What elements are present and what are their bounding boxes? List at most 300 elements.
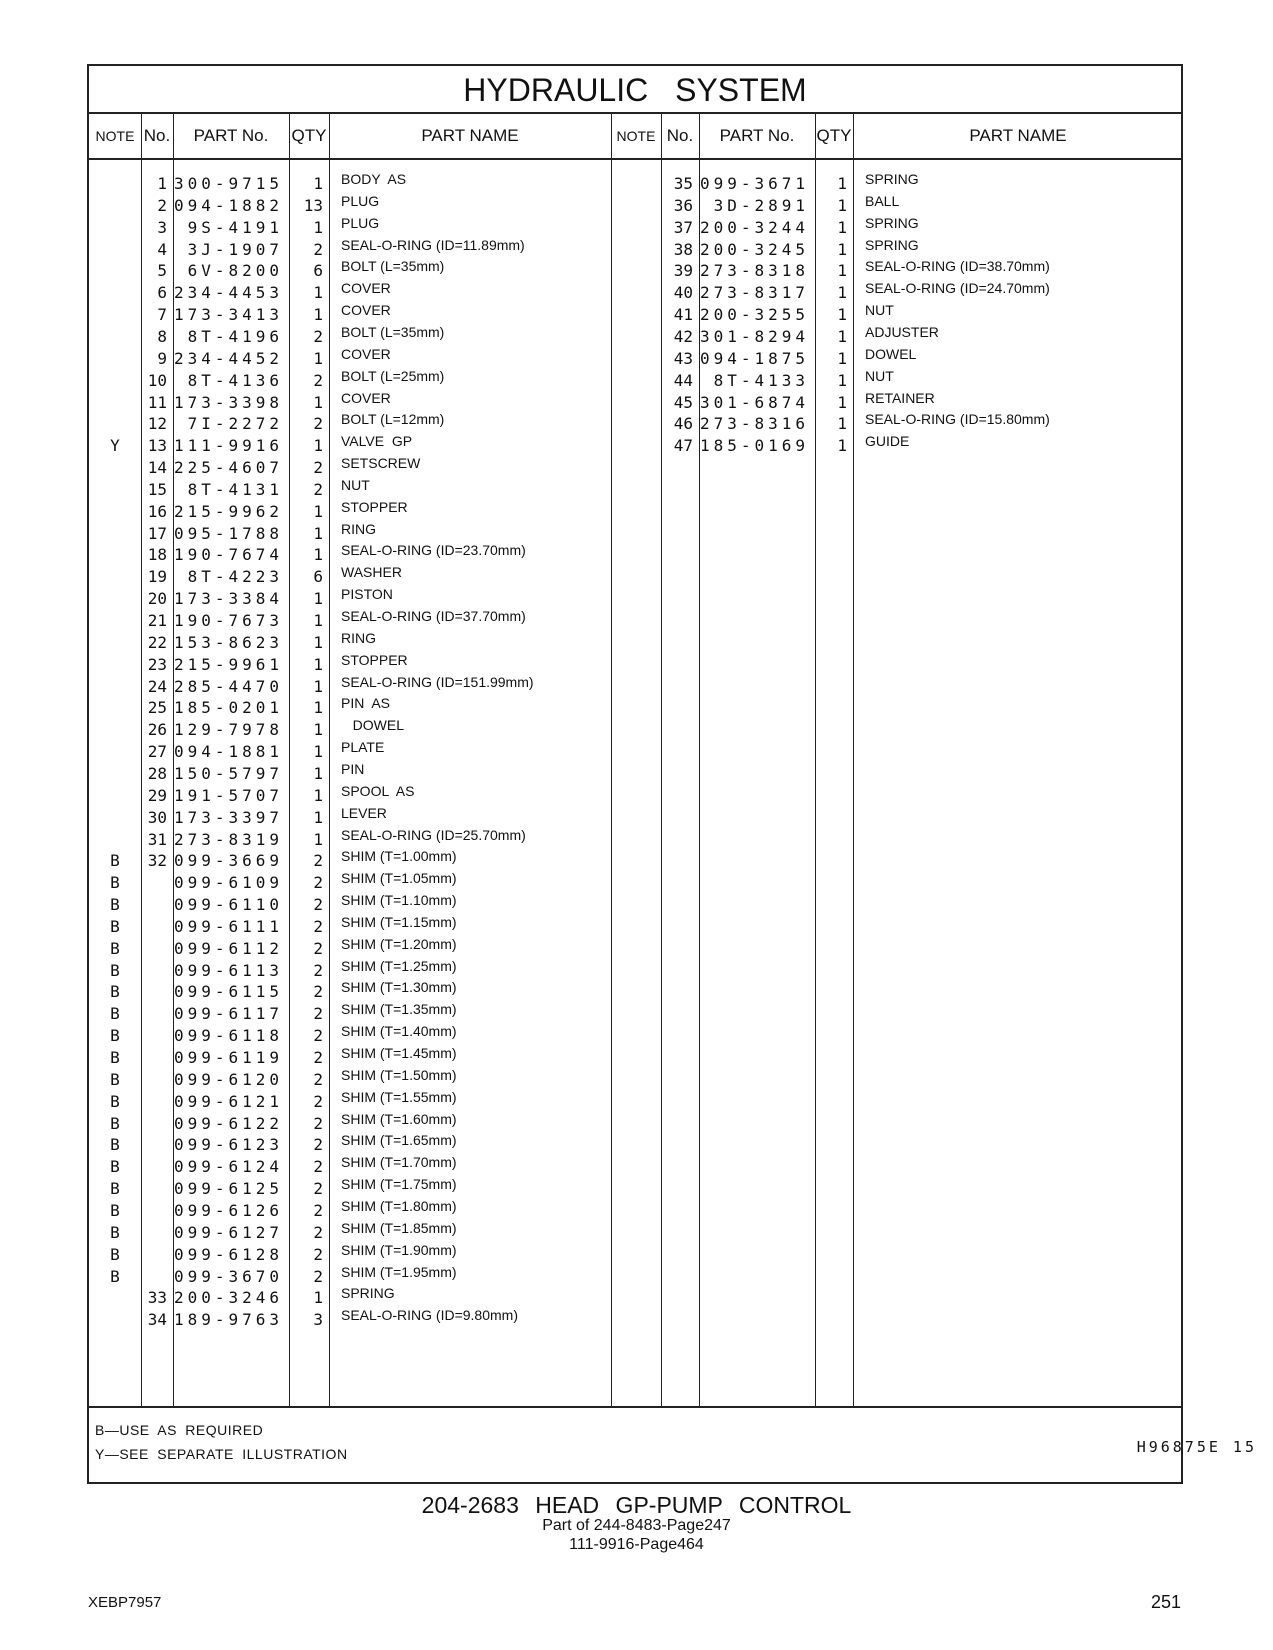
row-part-number: 173-3384: [173, 589, 283, 609]
row-part-number: 099-6115: [173, 982, 283, 1002]
row-quantity: 2: [313, 895, 323, 915]
table-row: [89, 455, 1183, 481]
row-quantity: 1: [313, 785, 323, 805]
row-quantity: 1: [837, 217, 847, 237]
row-part-number: 8T-4133: [713, 370, 809, 390]
row-part-number: 099-6111: [173, 916, 283, 936]
row-part-number: 301-8294: [699, 326, 809, 346]
row-part-number: 189-9763: [173, 1310, 283, 1330]
row-part-name: ADJUSTER: [865, 323, 939, 340]
table-row: [89, 433, 1183, 459]
row-quantity: 1: [313, 654, 323, 674]
row-quantity: 1: [313, 829, 323, 849]
row-quantity: 1: [837, 326, 847, 346]
header-part-no: PART No.: [173, 112, 289, 160]
row-note: B: [110, 1179, 120, 1199]
row-quantity: 1: [837, 392, 847, 412]
table-row: [89, 739, 1183, 765]
header-part-no-right: PART No.: [699, 112, 815, 160]
row-quantity: 2: [313, 239, 323, 259]
table-row: [89, 1001, 1183, 1027]
row-part-name: WASHER: [341, 564, 402, 581]
row-part-number: 9S-4191: [187, 217, 283, 237]
row-quantity: 2: [313, 1157, 323, 1177]
row-part-name: BODY AS: [341, 171, 407, 187]
row-quantity: 2: [313, 1026, 323, 1046]
row-quantity: 1: [837, 174, 847, 193]
row-part-name: SEAL-O-RING (ID=23.70mm): [341, 542, 526, 559]
row-part-number: 234-4452: [173, 348, 283, 368]
header-note: NOTE: [89, 112, 141, 160]
row-item-number: 41: [673, 305, 693, 325]
row-item-number: 2: [157, 195, 167, 215]
row-part-number: 3D-2891: [713, 195, 809, 215]
row-part-number: 094-1881: [173, 742, 283, 762]
row-part-name: SEAL-O-RING (ID=24.70mm): [865, 280, 1050, 297]
row-part-name: PLUG: [341, 214, 380, 231]
row-part-number: 099-6123: [173, 1135, 283, 1155]
row-part-name: PIN AS: [341, 695, 391, 712]
row-item-number: 45: [673, 392, 693, 412]
row-part-name: BALL: [865, 192, 900, 209]
table-row: [89, 1045, 1183, 1071]
header-qty: QTY: [289, 112, 329, 160]
row-item-number: 3: [157, 217, 167, 237]
row-part-name: COVER: [341, 280, 391, 297]
row-part-name: SHIM (T=1.65mm): [341, 1132, 457, 1149]
table-row: [89, 935, 1183, 962]
table-row: [89, 542, 1183, 568]
row-quantity: 2: [313, 1113, 323, 1133]
row-part-number: 099-6127: [173, 1222, 283, 1242]
row-quantity: 2: [313, 873, 323, 893]
parts-table: [87, 64, 1183, 1484]
row-part-number: 111-9916: [173, 436, 283, 456]
row-quantity: 1: [837, 348, 847, 368]
row-item-number: 24: [147, 676, 167, 696]
row-item-number: 32: [147, 851, 167, 871]
row-part-number: 173-3397: [173, 807, 283, 827]
row-part-number: 099-6125: [173, 1179, 283, 1199]
row-part-name: NUT: [341, 476, 370, 493]
row-item-number: 15: [147, 479, 167, 499]
header-part-name: PART NAME: [329, 112, 611, 160]
row-item-number: 5: [157, 261, 167, 281]
row-part-name: GUIDE: [865, 433, 910, 450]
row-part-number: 099-6118: [173, 1026, 283, 1046]
row-part-name: PLATE: [341, 739, 385, 756]
row-item-number: 20: [147, 589, 167, 609]
row-item-number: 11: [147, 392, 167, 412]
row-part-number: 099-6110: [173, 895, 283, 915]
table-row: [89, 760, 1183, 787]
row-quantity: 2: [313, 1135, 323, 1155]
row-quantity: 6: [313, 261, 323, 281]
row-quantity: 1: [313, 501, 323, 521]
row-item-number: 18: [147, 545, 167, 565]
row-item-number: 19: [147, 567, 167, 587]
row-quantity: 2: [313, 479, 323, 499]
drawing-number: H96875E 15: [1136, 1438, 1257, 1456]
row-item-number: 4: [157, 239, 167, 259]
row-part-name: NUT: [865, 302, 894, 319]
row-item-number: 37: [673, 217, 693, 237]
row-part-number: 7I-2272: [187, 414, 283, 434]
row-item-number: 35: [673, 174, 693, 193]
table-row: [89, 1110, 1183, 1137]
document-number: XEBP7957: [88, 1594, 162, 1611]
row-part-name: SPRING: [341, 1285, 395, 1302]
row-item-number: 9: [157, 348, 167, 368]
row-part-name: DOWEL: [341, 717, 405, 734]
row-quantity: 1: [837, 261, 847, 281]
row-part-name: SHIM (T=1.05mm): [341, 870, 457, 887]
row-part-number: 6V-8200: [187, 261, 283, 281]
row-part-number: 190-7674: [173, 545, 283, 565]
row-part-name: PIN: [341, 760, 365, 777]
row-part-number: 273-8317: [699, 283, 809, 303]
row-part-name: BOLT (L=12mm): [341, 411, 445, 428]
row-quantity: 1: [837, 436, 847, 456]
row-item-number: 22: [147, 632, 167, 652]
row-part-name: LEVER: [341, 804, 387, 821]
row-note: B: [110, 1200, 120, 1220]
row-quantity: 1: [313, 348, 323, 368]
row-item-number: 42: [673, 326, 693, 346]
page-title: HYDRAULIC SYSTEM: [89, 66, 1181, 114]
row-quantity: 2: [313, 1069, 323, 1089]
row-part-name: SHIM (T=1.25mm): [341, 957, 457, 974]
row-note: B: [110, 1113, 120, 1133]
row-part-number: 273-8319: [173, 829, 283, 849]
row-note: B: [110, 1048, 120, 1067]
row-part-number: 191-5707: [173, 785, 283, 805]
row-part-number: 099-6109: [173, 873, 283, 893]
row-quantity: 2: [313, 982, 323, 1002]
row-quantity: 2: [313, 1091, 323, 1111]
row-part-name: STOPPER: [341, 651, 408, 668]
row-part-name: SHIM (T=1.75mm): [341, 1176, 457, 1193]
row-quantity: 2: [313, 1244, 323, 1264]
row-item-number: 30: [147, 807, 167, 827]
row-part-name: SEAL-O-RING (ID=11.89mm): [341, 236, 525, 253]
row-quantity: 1: [313, 523, 323, 543]
row-item-number: 8: [157, 326, 167, 346]
row-quantity: 1: [837, 370, 847, 390]
row-quantity: 2: [313, 458, 323, 478]
row-part-name: SPRING: [865, 171, 919, 187]
row-quantity: 1: [837, 414, 847, 434]
row-note: B: [110, 1069, 120, 1089]
row-part-name: VALVE GP: [341, 433, 413, 450]
row-part-number: 129-7978: [173, 720, 283, 740]
table-row: [89, 498, 1183, 525]
table-row: [89, 1241, 1183, 1268]
row-part-name: STOPPER: [341, 498, 408, 515]
row-part-name: SEAL-O-RING (ID=25.70mm): [341, 826, 526, 843]
row-part-name: RETAINER: [865, 389, 935, 406]
table-row: [89, 476, 1183, 503]
footer-divider: [89, 1406, 1181, 1408]
row-quantity: 1: [313, 217, 323, 237]
row-item-number: 13: [147, 436, 167, 456]
row-part-name: RING: [341, 629, 376, 646]
row-part-number: 099-6117: [173, 1004, 283, 1024]
row-part-number: 094-1875: [699, 348, 809, 368]
row-item-number: 29: [147, 785, 167, 805]
child-reference: 111-9916-Page464: [569, 1536, 704, 1553]
row-part-number: 099-6122: [173, 1113, 283, 1133]
row-quantity: 2: [313, 938, 323, 958]
table-row: [89, 804, 1183, 831]
row-item-number: 33: [147, 1288, 167, 1308]
table-row: [89, 651, 1183, 678]
row-part-name: SEAL-O-RING (ID=151.99mm): [341, 673, 534, 690]
row-part-name: DOWEL: [865, 345, 917, 362]
row-quantity: 1: [313, 174, 323, 193]
table-row: [89, 1088, 1183, 1115]
row-part-number: 150-5797: [173, 763, 283, 783]
row-quantity: 1: [313, 720, 323, 740]
row-quantity: 1: [313, 807, 323, 827]
row-item-number: 38: [673, 239, 693, 259]
table-row: [89, 1023, 1183, 1049]
row-part-name: SHIM (T=1.90mm): [341, 1241, 457, 1258]
table-row: [89, 1176, 1183, 1202]
table-row: [89, 629, 1183, 656]
legend-b: B—USE AS REQUIRED: [95, 1422, 264, 1438]
row-note: B: [110, 1157, 120, 1177]
row-part-name: SHIM (T=1.30mm): [341, 979, 457, 996]
row-quantity: 2: [313, 1048, 323, 1067]
row-item-number: 7: [157, 305, 167, 325]
row-part-number: 225-4607: [173, 458, 283, 478]
row-note: B: [110, 1244, 120, 1264]
table-row: [89, 1197, 1183, 1224]
row-part-name: SHIM (T=1.35mm): [341, 1001, 457, 1018]
row-part-name: SPOOL AS: [341, 782, 415, 799]
row-part-number: 185-0201: [173, 698, 283, 718]
row-quantity: 1: [313, 632, 323, 652]
row-quantity: 2: [313, 851, 323, 871]
row-part-number: 185-0169: [699, 436, 809, 456]
row-note: B: [110, 916, 120, 936]
row-note: B: [110, 895, 120, 915]
row-quantity: 1: [313, 545, 323, 565]
row-quantity: 1: [313, 611, 323, 630]
header-no-right: No.: [661, 112, 699, 160]
row-part-number: 3J-1907: [187, 239, 283, 259]
row-part-name: SHIM (T=1.10mm): [341, 892, 457, 909]
row-note: B: [110, 982, 120, 1002]
table-row: [89, 564, 1183, 590]
row-part-number: 099-3671: [699, 174, 809, 193]
row-item-number: 39: [673, 261, 693, 281]
row-quantity: 1: [313, 589, 323, 609]
row-note: B: [110, 851, 120, 871]
row-note: B: [110, 960, 120, 980]
row-part-number: 099-6112: [173, 938, 283, 958]
table-row: [89, 1132, 1183, 1158]
row-part-number: 099-6121: [173, 1091, 283, 1111]
row-quantity: 2: [313, 1004, 323, 1024]
row-quantity: 1: [313, 436, 323, 456]
table-row: [89, 1263, 1183, 1290]
row-quantity: 2: [313, 916, 323, 936]
row-note: B: [110, 873, 120, 893]
row-quantity: 13: [303, 195, 323, 215]
table-row: [89, 848, 1183, 874]
page-number: 251: [1150, 1592, 1181, 1612]
row-part-number: 200-3246: [173, 1288, 283, 1308]
row-note: B: [110, 1004, 120, 1024]
row-quantity: 1: [313, 763, 323, 783]
row-part-name: SHIM (T=1.50mm): [341, 1066, 457, 1083]
row-part-name: BOLT (L=35mm): [341, 323, 445, 340]
row-part-name: COVER: [341, 389, 391, 406]
row-quantity: 6: [313, 567, 323, 587]
row-part-name: SEAL-O-RING (ID=15.80mm): [865, 411, 1050, 428]
row-quantity: 1: [313, 392, 323, 412]
table-row: [89, 695, 1183, 721]
row-item-number: 36: [673, 195, 693, 215]
row-part-number: 099-6128: [173, 1244, 283, 1264]
row-part-name: SHIM (T=1.60mm): [341, 1110, 457, 1127]
row-part-number: 200-3255: [699, 305, 809, 325]
table-row: [89, 782, 1183, 809]
row-part-name: SHIM (T=1.55mm): [341, 1088, 457, 1105]
row-part-number: 273-8316: [699, 414, 809, 434]
row-quantity: 1: [313, 676, 323, 696]
table-row: [89, 586, 1183, 612]
header-no: No.: [141, 112, 173, 160]
row-quantity: 2: [313, 370, 323, 390]
row-item-number: 6: [157, 283, 167, 303]
row-part-number: 8T-4223: [187, 567, 283, 587]
row-part-name: COVER: [341, 302, 391, 319]
row-part-number: 190-7673: [173, 611, 283, 630]
row-item-number: 40: [673, 283, 693, 303]
row-quantity: 3: [313, 1310, 323, 1330]
row-item-number: 46: [673, 414, 693, 434]
row-part-number: 273-8318: [699, 261, 809, 281]
row-item-number: 43: [673, 348, 693, 368]
row-part-name: SPRING: [865, 214, 919, 231]
row-quantity: 1: [313, 1288, 323, 1308]
row-quantity: 1: [837, 239, 847, 259]
row-note: B: [110, 1222, 120, 1242]
row-item-number: 16: [147, 501, 167, 521]
row-note: B: [110, 1091, 120, 1111]
row-part-number: 099-6120: [173, 1069, 283, 1089]
row-part-number: 301-6874: [699, 392, 809, 412]
row-part-name: PLUG: [341, 192, 380, 209]
row-part-number: 095-1788: [173, 523, 283, 543]
row-item-number: 44: [673, 370, 693, 390]
row-note: B: [110, 1135, 120, 1155]
row-quantity: 1: [313, 305, 323, 325]
table-row: [89, 957, 1183, 984]
row-item-number: 28: [147, 763, 167, 783]
row-item-number: 17: [147, 523, 167, 543]
table-row: [89, 717, 1183, 743]
row-note: B: [110, 1266, 120, 1286]
row-quantity: 1: [837, 305, 847, 325]
row-part-name: BOLT (L=25mm): [341, 367, 445, 384]
table-row: [89, 1307, 1183, 1333]
row-item-number: 25: [147, 698, 167, 718]
row-quantity: 2: [313, 414, 323, 434]
row-part-name: COVER: [341, 345, 391, 362]
row-note: Y: [110, 436, 120, 456]
row-part-name: SEAL-O-RING (ID=9.80mm): [341, 1307, 518, 1324]
row-item-number: 31: [147, 829, 167, 849]
row-item-number: 21: [147, 611, 167, 630]
row-part-number: 173-3413: [173, 305, 283, 325]
row-part-number: 8T-4196: [187, 326, 283, 346]
row-part-name: SHIM (T=1.15mm): [341, 913, 457, 930]
table-row: [89, 673, 1183, 700]
row-part-name: SHIM (T=1.80mm): [341, 1197, 457, 1214]
row-part-number: 200-3244: [699, 217, 809, 237]
row-quantity: 1: [313, 283, 323, 303]
row-part-number: 215-9962: [173, 501, 283, 521]
row-part-name: NUT: [865, 367, 894, 384]
assembly-title: 204-2683 HEAD GP-PUMP CONTROL: [421, 1492, 852, 1518]
row-note: B: [110, 938, 120, 958]
table-row: [89, 608, 1183, 634]
row-part-name: SHIM (T=1.45mm): [341, 1045, 457, 1061]
row-item-number: 12: [147, 414, 167, 434]
row-part-number: 099-6124: [173, 1157, 283, 1177]
row-part-name: BOLT (L=35mm): [341, 258, 445, 275]
row-part-name: SHIM (T=1.95mm): [341, 1263, 457, 1280]
row-quantity: 2: [313, 1200, 323, 1220]
row-part-name: SEAL-O-RING (ID=38.70mm): [865, 258, 1050, 275]
row-quantity: 2: [313, 326, 323, 346]
row-part-number: 200-3245: [699, 239, 809, 259]
table-row: [89, 1066, 1183, 1093]
row-note: B: [110, 1026, 120, 1046]
row-quantity: 2: [313, 1266, 323, 1286]
row-part-number: 094-1882: [173, 195, 283, 215]
row-part-number: 215-9961: [173, 654, 283, 674]
row-item-number: 1: [157, 174, 167, 193]
row-quantity: 2: [313, 1179, 323, 1199]
table-row: [89, 913, 1183, 940]
row-part-number: 099-6119: [173, 1048, 283, 1067]
row-quantity: 1: [313, 742, 323, 762]
table-row: [89, 1154, 1183, 1180]
row-part-number: 153-8623: [173, 632, 283, 652]
row-part-number: 099-3670: [173, 1266, 283, 1286]
row-part-name: SHIM (T=1.85mm): [341, 1219, 457, 1236]
table-row: [89, 870, 1183, 896]
row-part-number: 300-9715: [173, 174, 283, 193]
row-quantity: 2: [313, 960, 323, 980]
header-note-right: NOTE: [611, 112, 661, 160]
row-part-name: SHIM (T=1.00mm): [341, 848, 457, 865]
row-item-number: 27: [147, 742, 167, 762]
row-part-number: 099-6113: [173, 960, 283, 980]
row-part-number: 099-6126: [173, 1200, 283, 1220]
table-row: [89, 1219, 1183, 1246]
row-part-number: 8T-4136: [187, 370, 283, 390]
row-item-number: 14: [147, 458, 167, 478]
row-part-name: SETSCREW: [341, 455, 421, 472]
row-part-number: 173-3398: [173, 392, 283, 412]
header-qty-right: QTY: [815, 112, 853, 160]
